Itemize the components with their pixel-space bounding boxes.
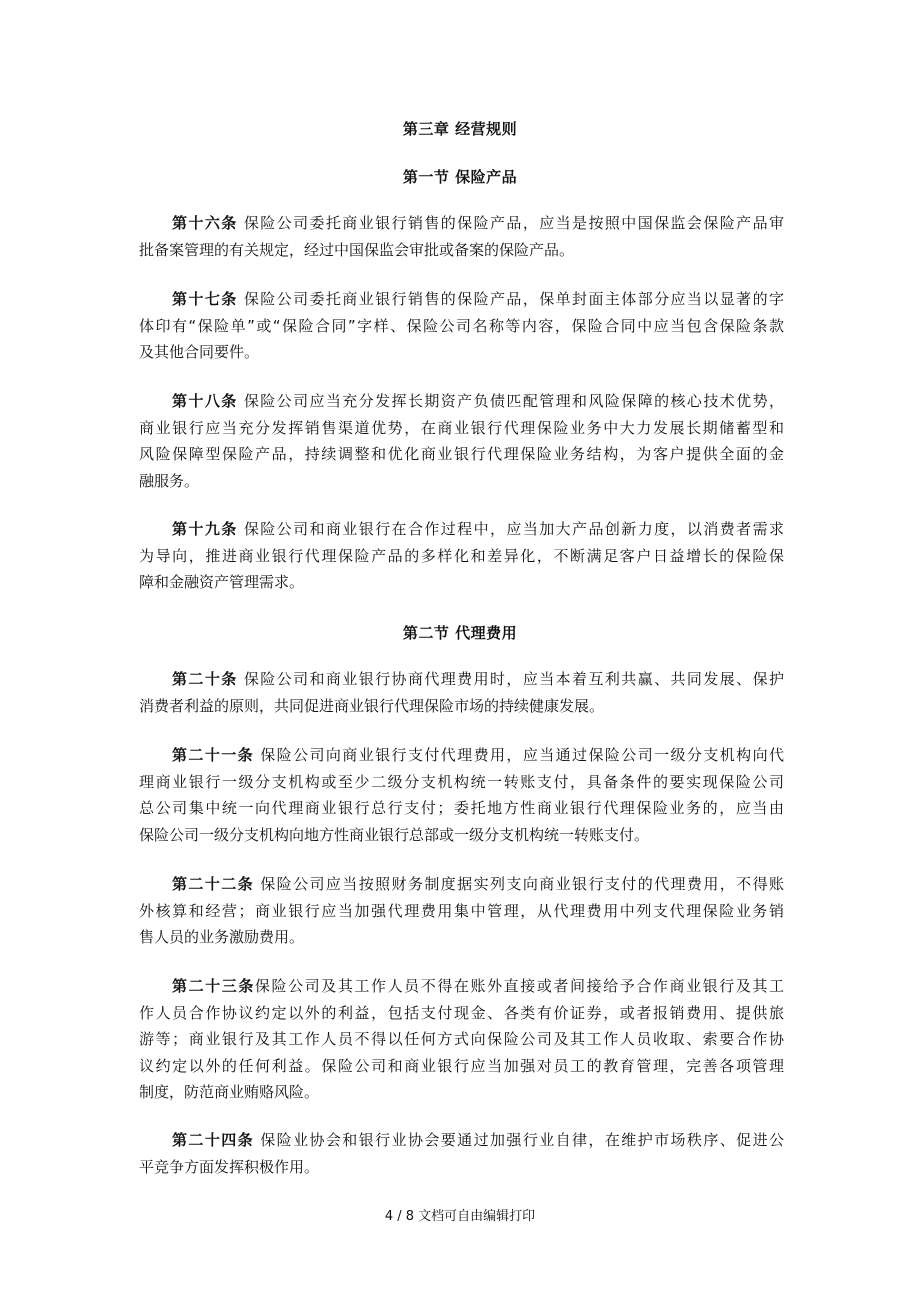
article-label: 第十六条 xyxy=(172,214,238,232)
section-title-insurance-products: 第一节 保险产品 xyxy=(402,168,518,186)
article-label: 第二十三条 xyxy=(172,977,255,995)
page-footer: 4 / 8 文档可自由编辑打印 xyxy=(384,1209,536,1224)
article-17: 第十七条 保险公司委托商业银行销售的保险产品，保单封面主体部分应当以显著的字 体印有“保险单”或“保险合同”字样、保险公司名称等内容，保险合同中应当包含保险条款 及其他合同要件。 xyxy=(139,290,784,361)
article-21: 第二十一条 保险公司向商业银行支付代理费用，应当通过保险公司一级分支机构向代 理商业银行一级分支机构或至少二级分支机构统一转账支付，具备条件的要实现保险公司 总公司集中统一向代理商业银行总行支付；委托地方性商业银行代理保险业务的，应当由 保险公司一级分支机构向地方性商业银行总部或一级分支机构统一转账支付。 xyxy=(139,746,784,844)
article-label: 第十八条 xyxy=(172,392,238,410)
article-label: 第十九条 xyxy=(172,520,238,538)
chapter-title: 第三章 经营规则 xyxy=(402,120,518,138)
article-20: 第二十条 保险公司和商业银行协商代理费用时，应当本着互利共赢、共同发展、保护 消费者利益的原则，共同促进商业银行代理保险市场的持续健康发展。 xyxy=(139,670,784,715)
article-24: 第二十四条 保险业协会和银行业协会要通过加强行业自律，在维护市场秩序、促进公 平竞争方面发挥积极作用。 xyxy=(139,1131,784,1176)
article-16: 第十六条 保险公司委托商业银行销售的保险产品，应当是按照中国保监会保险产品审 批备案管理的有关规定，经过中国保监会审批或备案的保险产品。 xyxy=(139,214,784,259)
article-label: 第二十一条 xyxy=(172,746,255,764)
section-title-agency-fees: 第二节 代理费用 xyxy=(402,624,518,642)
article-19: 第十九条 保险公司和商业银行在合作过程中，应当加大产品创新力度，以消费者需求 为导向，推进商业银行代理保险产品的多样化和差异化，不断满足客户日益增长的保险保 障和金融资产管理需求。 xyxy=(139,520,784,591)
article-18: 第十八条 保险公司应当充分发挥长期资产负债匹配管理和风险保障的核心技术优势， 商业银行应当充分发挥销售渠道优势，在商业银行代理保险业务中大力发展长期储蓄型和 风险保障型保险产品，持续调整和优化商业银行代理保险业务结构，为客户提供全面的金 融服务。 xyxy=(139,392,784,490)
article-label: 第十七条 xyxy=(172,290,238,308)
article-23: 第二十三条保险公司及其工作人员不得在账外直接或者间接给予合作商业银行及其工 作人员合作协议约定以外的利益，包括支付现金、各类有价证券，或者报销费用、提供旅 游等；商业银行及其工作人员不得以任何方式向保险公司及其工作人员收取、索要合作协 议约定以外的任何利益。保险公司和商业银行应当加强对员工的教育管理，完善各项管理 制度，防范商业贿赂风险。 xyxy=(139,977,784,1101)
article-label: 第二十二条 xyxy=(172,875,255,893)
article-label: 第二十四条 xyxy=(172,1131,255,1149)
article-22: 第二十二条 保险公司应当按照财务制度据实列支向商业银行支付的代理费用，不得账 外核算和经营；商业银行应当加强代理费用集中管理，从代理费用中列支代理保险业务销 售人员的业务激励费用。 xyxy=(139,875,784,946)
article-label: 第二十条 xyxy=(172,670,238,688)
